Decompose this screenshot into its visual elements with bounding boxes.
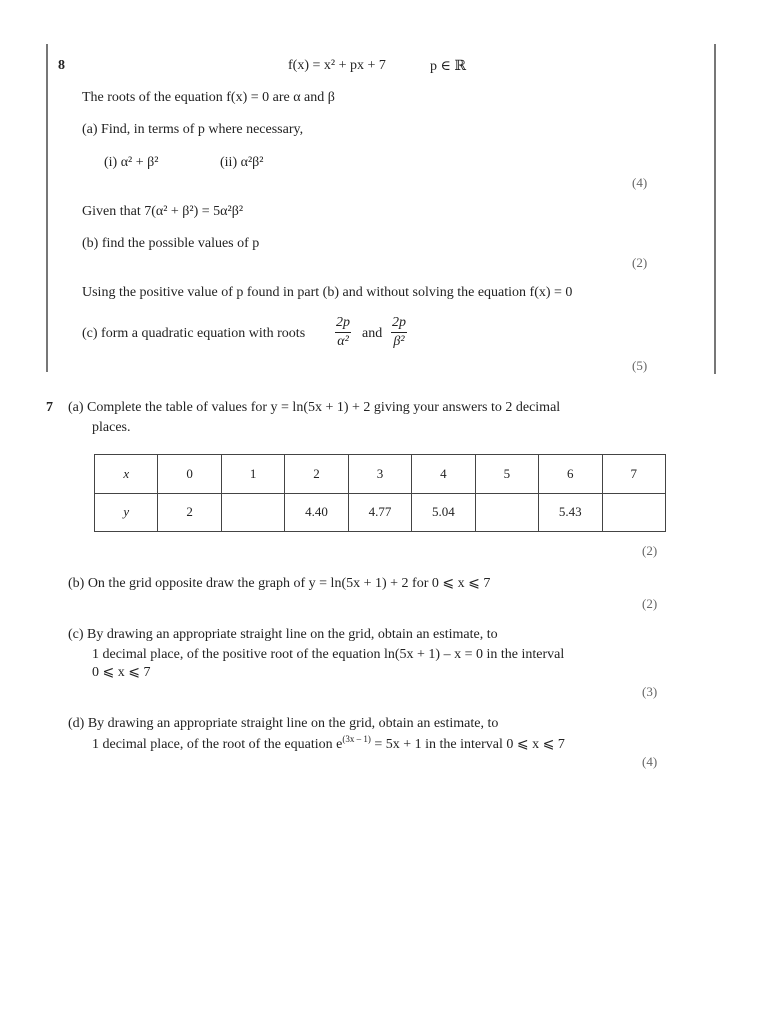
question-8-part-b: (b) find the possible values of p xyxy=(82,236,260,251)
question-8-given: Given that 7(α² + β²) = 5α²β² xyxy=(82,204,244,219)
question-8-domain: p ∈ ℝ xyxy=(430,59,466,74)
question-8-function: f(x) = x² + px + 7 xyxy=(288,58,386,73)
table-cell: 2 xyxy=(285,455,348,494)
table-cell-blank[interactable] xyxy=(475,493,538,532)
table-cell: 5 xyxy=(475,455,538,494)
fraction-2-numerator: 2p xyxy=(391,316,407,333)
question-7-part-c-line-1: (c) By drawing an appropriate straight line on the grid, obtain an estimate, to xyxy=(68,627,498,642)
question-7-marks-d: (4) xyxy=(642,754,658,769)
right-margin-bar xyxy=(714,44,716,374)
fraction-2p-over-beta-squared xyxy=(391,316,407,349)
question-7-part-c-line-3: 0 ⩽ x ⩽ 7 xyxy=(92,665,151,680)
table-cell: 4.77 xyxy=(348,493,411,532)
question-8-roots-line: The roots of the equation f(x) = 0 are α and β xyxy=(82,90,335,105)
table-cell: 6 xyxy=(539,455,602,494)
table-cell: 5.43 xyxy=(539,493,602,532)
table-cell-blank[interactable] xyxy=(221,493,284,532)
part-d-text-end: = 5x + 1 in the interval 0 ⩽ x ⩽ 7 xyxy=(370,737,565,752)
table-header-x: x xyxy=(95,455,158,494)
fraction-1-denominator: α² xyxy=(337,334,349,349)
fraction-2p-over-alpha-squared xyxy=(335,316,351,349)
question-8-marks-a: (4) xyxy=(632,175,648,190)
question-7-number: 7 xyxy=(46,400,53,415)
question-8-using-line: Using the positive value of p found in part (b) and without solving the equation f(x) = 0 xyxy=(82,285,573,300)
values-table xyxy=(94,454,666,532)
question-8-part-c: (c) form a quadratic equation with roots xyxy=(82,326,306,341)
part-d-exponent: (3x – 1) xyxy=(342,734,371,744)
table-row-x xyxy=(95,455,666,494)
question-7-part-a-line-2: places. xyxy=(92,420,131,435)
question-7-part-d-line-1: (d) By drawing an appropriate straight line on the grid, obtain an estimate, to xyxy=(68,716,499,731)
table-cell: 7 xyxy=(602,455,666,494)
question-8-marks-b: (2) xyxy=(632,255,648,270)
question-8-part-a-ii: (ii) α²β² xyxy=(220,155,264,170)
question-8-number: 8 xyxy=(58,58,65,73)
question-8-part-a: (a) Find, in terms of p where necessary, xyxy=(82,122,304,137)
table-header-y: y xyxy=(95,493,158,532)
question-8-part-a-i: (i) α² + β² xyxy=(104,155,159,170)
question-8-marks-c: (5) xyxy=(632,358,648,373)
fraction-1-numerator: 2p xyxy=(335,316,351,333)
table-cell: 3 xyxy=(348,455,411,494)
table-cell-blank[interactable] xyxy=(602,493,666,532)
question-7-marks-a: (2) xyxy=(642,543,658,558)
question-8-and: and xyxy=(362,326,383,341)
table-cell: 2 xyxy=(158,493,221,532)
table-cell: 5.04 xyxy=(412,493,475,532)
table-cell: 4 xyxy=(412,455,475,494)
question-7-part-c-line-2: 1 decimal place, of the positive root of the equation ln(5x + 1) – x = 0 in the interval xyxy=(92,647,565,662)
question-7-part-a-line-1: (a) Complete the table of values for y = ln(5x + 1) + 2 giving your answers to 2 decimal xyxy=(68,400,561,415)
table-cell: 1 xyxy=(221,455,284,494)
table-cell: 0 xyxy=(158,455,221,494)
question-7-part-d-line-2 xyxy=(92,736,565,753)
left-margin-bar xyxy=(46,44,48,372)
table-cell: 4.40 xyxy=(285,493,348,532)
fraction-2-denominator: β² xyxy=(393,334,405,349)
part-d-text-start: 1 decimal place, of the root of the equation e xyxy=(92,737,343,752)
question-7-marks-b: (2) xyxy=(642,596,658,611)
table-row-y xyxy=(95,493,666,532)
question-7-marks-c: (3) xyxy=(642,684,658,699)
question-7-part-b: (b) On the grid opposite draw the graph of y = ln(5x + 1) + 2 for 0 ⩽ x ⩽ 7 xyxy=(68,576,491,591)
